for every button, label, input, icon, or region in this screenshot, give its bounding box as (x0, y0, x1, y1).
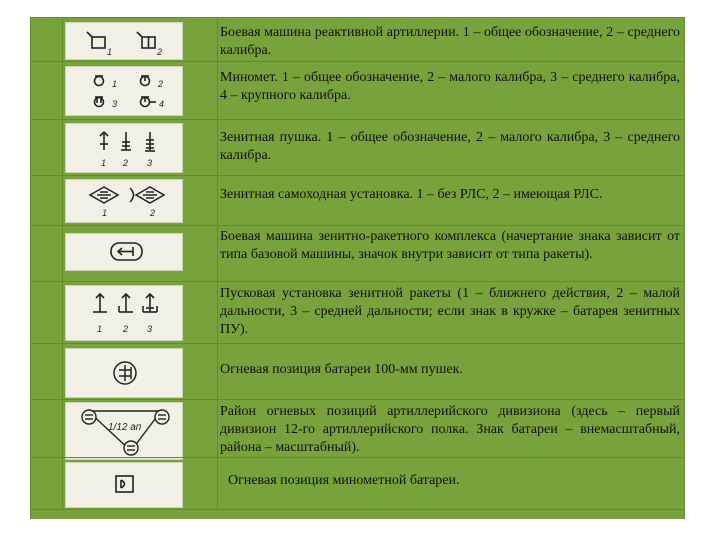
row-description: Боевая машина зенитно-ракетного комплекса (начертание знака зависит от типа базовой машины, значок внутри зависит от типа ракеты). (220, 229, 680, 262)
svg-text:1: 1 (102, 208, 108, 218)
svg-text:1: 1 (97, 324, 103, 334)
table-row (31, 17, 684, 62)
symbol-cell (65, 285, 183, 341)
row-description: Огневая позиция минометной батареи. (228, 473, 460, 488)
table-footer-strip (31, 509, 684, 520)
svg-text:1: 1 (112, 79, 118, 89)
row-description: Зенитная пушка. 1 – общее обозначение, 2 – малого калибра, 3 – среднего калибра. (220, 130, 680, 163)
svg-text:2: 2 (158, 79, 164, 89)
table-row (31, 225, 684, 282)
svg-text:4: 4 (159, 99, 165, 109)
row-margin-cell (31, 400, 63, 458)
table-row (31, 175, 684, 226)
symbol-cell (65, 22, 183, 60)
gun-battery-position-icon (66, 349, 182, 397)
row-margin-cell (31, 62, 63, 120)
row-description: Миномет. 1 – общее обозначение, 2 – малого калибра, 3 – среднего калибра, 4 – крупного калибра. (220, 70, 680, 103)
svg-text:2: 2 (123, 324, 129, 334)
svg-text:1: 1 (101, 158, 107, 168)
svg-text:3: 3 (112, 99, 118, 109)
svg-text:3: 3 (147, 324, 153, 334)
symbol-cell (65, 233, 183, 271)
artillery-division-area-icon (66, 403, 182, 459)
symbols-table (30, 17, 685, 519)
row-margin-cell (31, 458, 63, 510)
row-description: Пусковая установка зенитной ракеты (1 – ближнего действия, 2 – малой дальности, 3 – средней дальности; если знак в кружке – батарея зенитных ПУ). (220, 286, 680, 337)
mortar-icon (66, 67, 182, 115)
table-row (31, 281, 684, 344)
mortar-battery-position-icon (66, 463, 182, 507)
svg-text:2: 2 (150, 208, 156, 218)
table-row (31, 399, 684, 458)
row-margin-cell (31, 120, 63, 176)
row-margin-cell (31, 282, 63, 344)
symbol-cell (65, 179, 183, 223)
row-description: Зенитная самоходная установка. 1 – без РЛС, 2 – имеющая РЛС. (220, 187, 603, 202)
row-description: Огневая позиция батареи 100-мм пушек. (220, 362, 463, 377)
row-margin-cell (31, 176, 63, 226)
svg-text:1/12 ап: 1/12 ап (108, 422, 142, 433)
row-margin-cell (31, 226, 63, 282)
symbol-cell (65, 402, 183, 460)
table-row (31, 61, 684, 120)
table-row (31, 457, 684, 510)
rocket-artillery-icon (66, 23, 182, 59)
sam-vehicle-icon (66, 234, 182, 270)
svg-text:3: 3 (147, 158, 153, 168)
aa-gun-icon (66, 124, 182, 172)
row-margin-cell (31, 344, 63, 400)
table-row (31, 119, 684, 176)
symbol-cell (65, 462, 183, 508)
symbol-cell (65, 123, 183, 173)
svg-text:2: 2 (157, 47, 163, 57)
self-propelled-aa-icon (66, 180, 182, 222)
row-margin-cell (31, 18, 63, 62)
sam-launcher-icon (66, 286, 182, 340)
symbol-cell (65, 348, 183, 398)
svg-text:1: 1 (107, 47, 113, 57)
svg-text:2: 2 (123, 158, 129, 168)
row-description: Район огневых позиций артиллерийского дивизиона (здесь – первый дивизион 12-го артиллерийского полка. Знак батареи – внемасштабный, района – масштабный). (220, 404, 680, 455)
symbol-cell (65, 66, 183, 116)
table-row (31, 343, 684, 400)
row-description: Боевая машина реактивной артиллерии. 1 – общее обозначение, 2 – среднего калибра. (220, 25, 680, 58)
